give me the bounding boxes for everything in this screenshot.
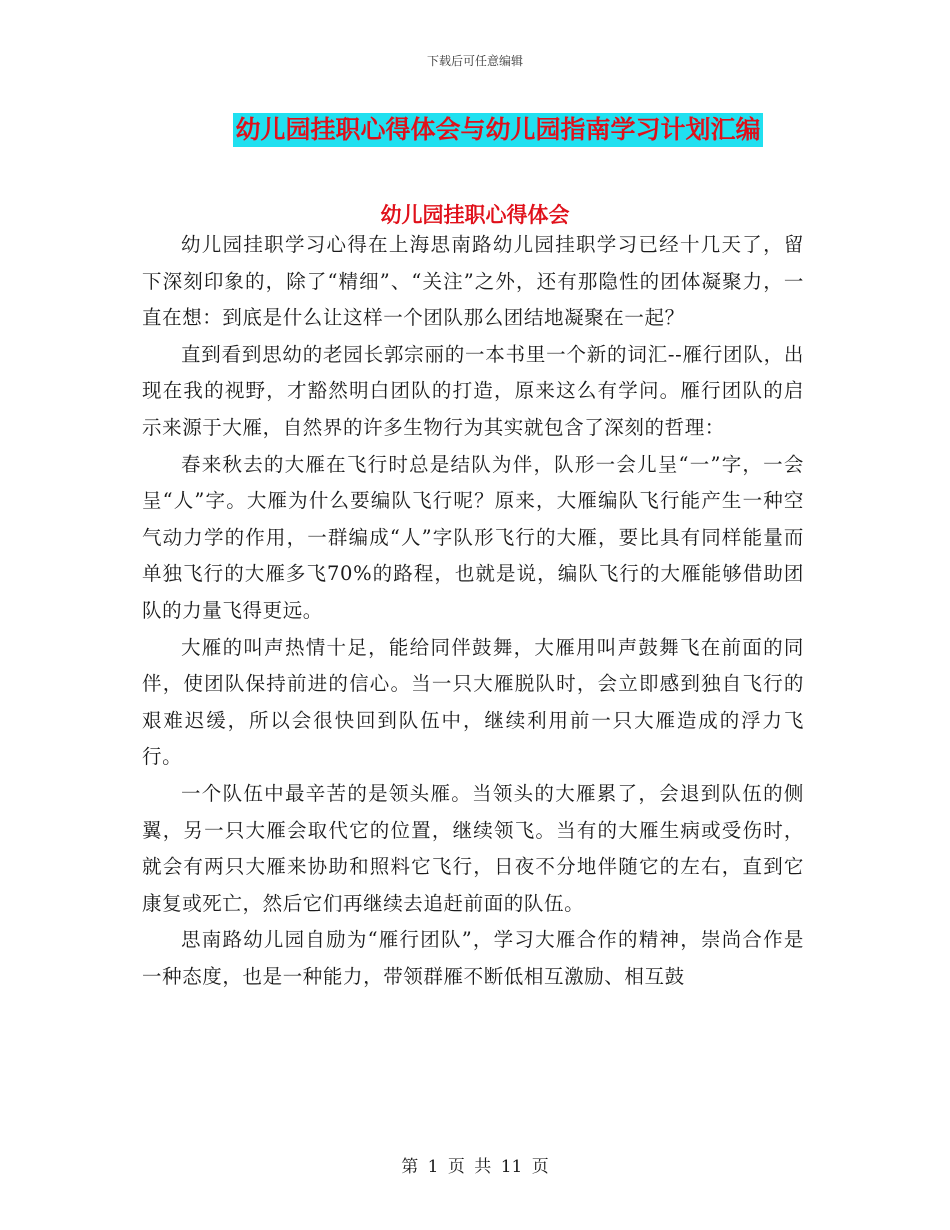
paragraph: 直到看到思幼的老园长郭宗丽的一本书里一个新的词汇--雁行团队，出现在我的视野，才豁然明白团队的打造，原来这么有学问。雁行团队的启示来源于大雁，自然界的许多生物行为其实就包含了深刻的哲理：: [142, 342, 804, 439]
paragraph: 大雁的叫声热情十足，能给同伴鼓舞，大雁用叫声鼓舞飞在前面的同伴，使团队保持前进的信心。当一只大雁脱队时，会立即感到独自飞行的艰难迟缓，所以会很快回到队伍中，继续利用前一只大雁造成的浮力飞行。: [142, 635, 804, 769]
document-title: [0, 113, 950, 147]
section-title: 幼儿园挂职心得体会: [380, 203, 570, 227]
paragraph: 春来秋去的大雁在飞行时总是结队为伴，队形一会儿呈“一”字，一会呈“人”字。大雁为什么要编队飞行呢？原来，大雁编队飞行能产生一种空气动力学的作用，一群编成“人”字队形飞行的大雁，要比具有同样能量而单独飞行的大雁多飞70%的路程，也就是说，编队飞行的大雁能够借助团队的力量飞得更远。: [142, 452, 804, 622]
page-footer: 第 1 页 共 11 页: [401, 1157, 549, 1177]
paragraph: 幼儿园挂职学习心得在上海思南路幼儿园挂职学习已经十几天了，留下深刻印象的，除了“精细”、“关注”之外，还有那隐性的团体凝聚力，一直在想：到底是什么让这样一个团队那么团结地凝聚在一起？: [142, 233, 804, 330]
body-content: [142, 227, 804, 995]
paragraph: 思南路幼儿园自励为“雁行团队”，学习大雁合作的精神，崇尚合作是一种态度，也是一种能力，带领群雁不断低相互激励、相互鼓: [142, 928, 804, 988]
document-title-text: 幼儿园挂职心得体会与幼儿园指南学习计划汇编: [233, 113, 762, 147]
paragraph: 一个队伍中最辛苦的是领头雁。当领头的大雁累了，会退到队伍的侧翼，另一只大雁会取代它的位置，继续领飞。当有的大雁生病或受伤时，就会有两只大雁来协助和照料它飞行，日夜不分地伴随它的左右，直到它康复或死亡，然后它们再继续去追赶前面的队伍。: [142, 781, 804, 915]
header-note: 下载后可任意编辑: [426, 54, 523, 68]
